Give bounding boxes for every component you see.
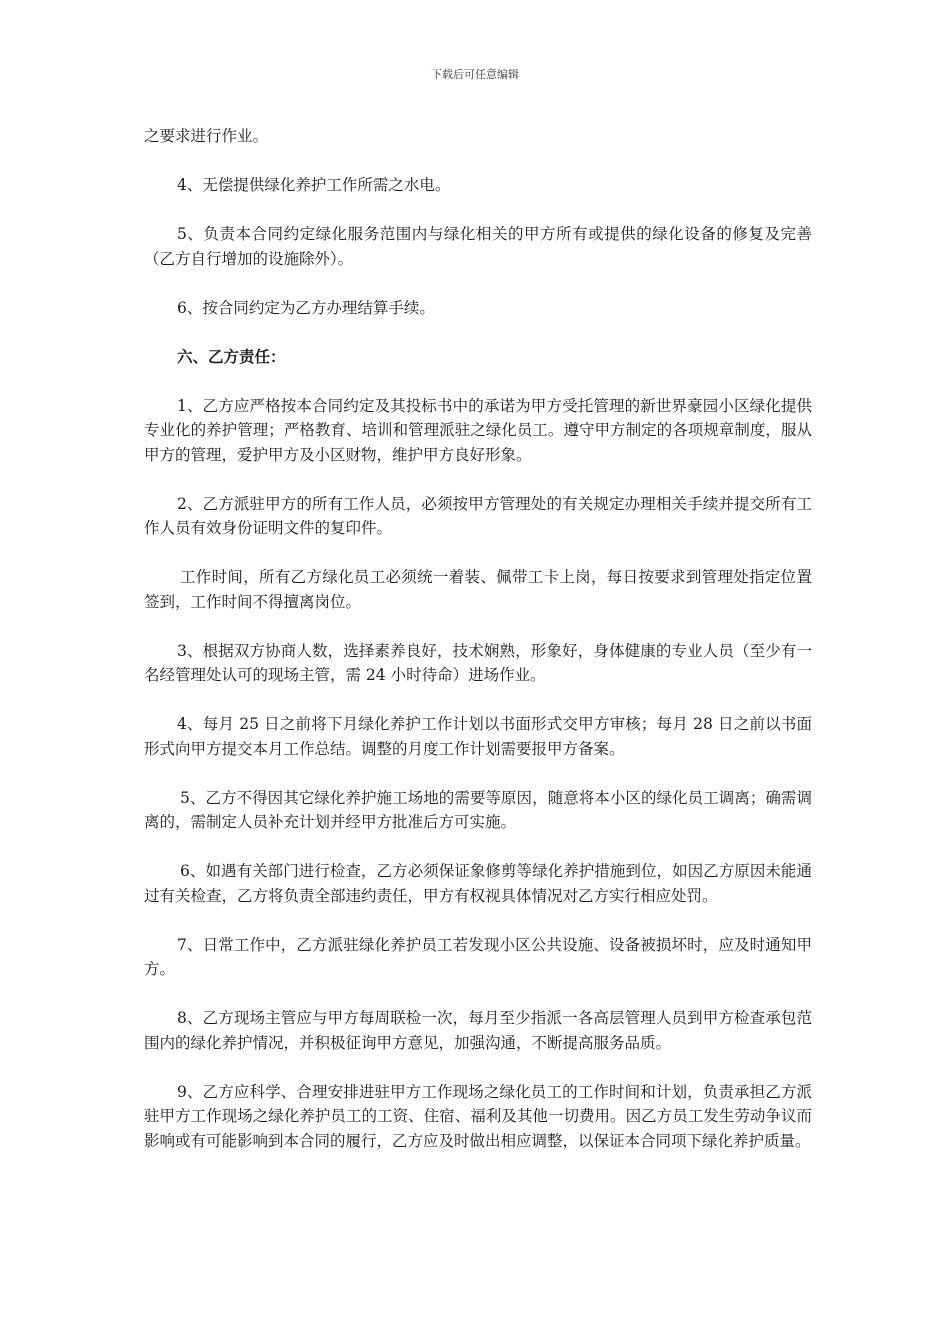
paragraph-duty-9: 9、乙方应科学、合理安排进驻甲方工作现场之绿化员工的工作时间和计划，负责承担乙方派驻甲方工作现场之绿化养护员工的工资、住宿、福利及其他一切费用。因乙方员工发生劳动争议而影响或有可能影响到本合同的履行，乙方应及时做出相应调整，以保证本合同项下绿化养护质量。 xyxy=(144,1082,812,1150)
paragraph-duty-5: 5、乙方不得因其它绿化养护施工场地的需要等原因，随意将本小区的绿化员工调离；确需调离的，需制定人员补充计划并经甲方批准后方可实施。 xyxy=(144,788,812,831)
document-body xyxy=(144,124,812,1178)
paragraph-continuation: 之要求进行作业。 xyxy=(144,127,269,145)
paragraph-duty-3: 3、根据双方协商人数，选择素养良好，技术娴熟，形象好，身体健康的专业人员（至少有一名经管理处认可的现场主管，需 24 小时待命）进场作业。 xyxy=(144,641,812,684)
paragraph-item-4: 4、无偿提供绿化养护工作所需之水电。 xyxy=(177,176,451,194)
paragraph-duty-6: 6、如遇有关部门进行检查，乙方必须保证象修剪等绿化养护措施到位，如因乙方原因未能通过有关检查，乙方将负责全部违约责任，甲方有权视具体情况对乙方实行相应处罚。 xyxy=(144,862,812,905)
paragraph-duty-1: 1、乙方应严格按本合同约定及其投标书中的承诺为甲方受托管理的新世界豪园小区绿化提供专业化的养护管理；严格教育、培训和管理派驻之绿化员工。遵守甲方制定的各项规章制度，服从甲方的管理，爱护甲方及小区财物，维护甲方良好形象。 xyxy=(144,396,812,464)
paragraph-duty-4: 4、每月 25 日之前将下月绿化养护工作计划以书面形式交甲方审核；每月 28 日之前以书面形式向甲方提交本月工作总结。调整的月度工作计划需要报甲方备案。 xyxy=(144,715,812,758)
paragraph-duty-2: 2、乙方派驻甲方的所有工作人员，必须按甲方管理处的有关规定办理相关手续并提交所有工作人员有效身份证明文件的复印件。 xyxy=(144,494,812,537)
section-heading: 六、乙方责任： xyxy=(177,346,286,366)
page-header: 下载后可任意编辑 xyxy=(431,68,519,81)
paragraph-item-5: 5、负责本合同约定绿化服务范围内与绿化相关的甲方所有或提供的绿化设备的修复及完善（乙方自行增加的设施除外）。 xyxy=(144,225,812,268)
paragraph-work-time: 工作时间，所有乙方绿化员工必须统一着装、佩带工卡上岗，每日按要求到管理处指定位置签到，工作时间不得擅离岗位。 xyxy=(144,568,812,611)
paragraph-duty-7: 7、日常工作中，乙方派驻绿化养护员工若发现小区公共设施、设备被损坏时，应及时通知甲方。 xyxy=(144,935,812,978)
paragraph-duty-8: 8、乙方现场主管应与甲方每周联检一次，每月至少指派一各高层管理人员到甲方检查承包范围内的绿化养护情况，并积极征询甲方意见，加强沟通，不断提高服务品质。 xyxy=(144,1009,812,1052)
paragraph-item-6: 6、按合同约定为乙方办理结算手续。 xyxy=(177,298,435,317)
